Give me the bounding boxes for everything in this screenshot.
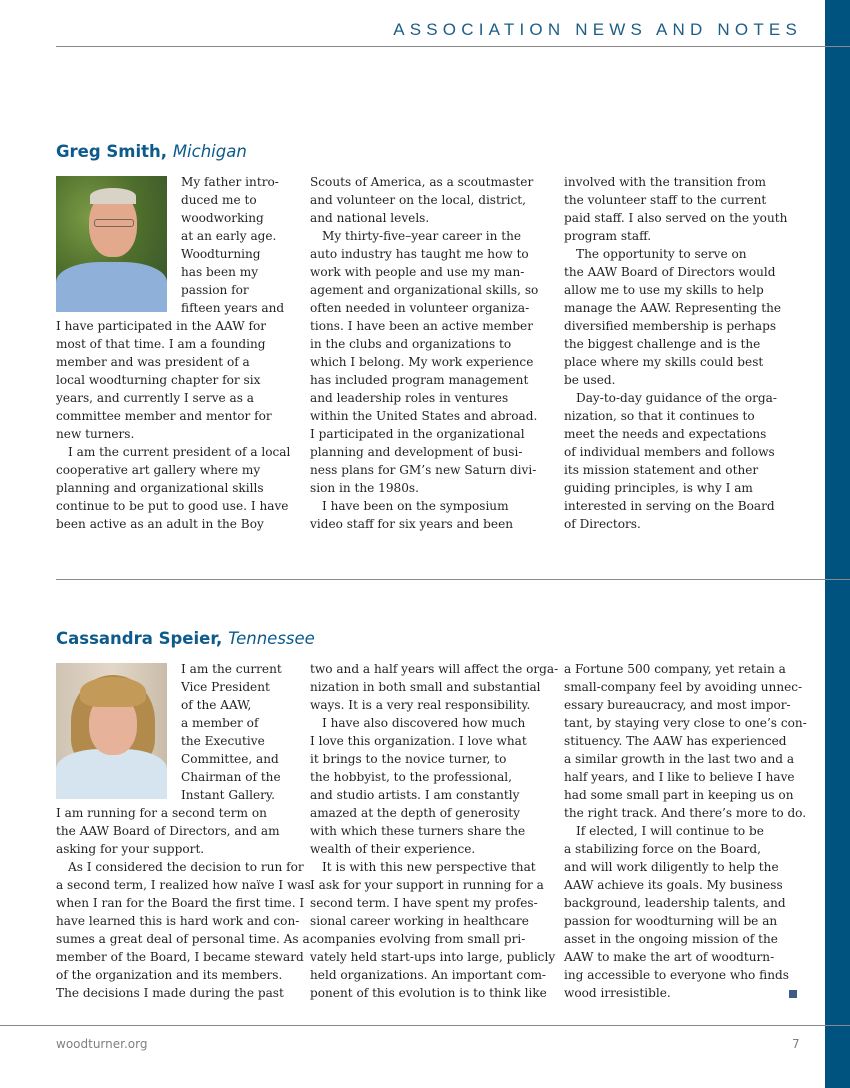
text-line: tant, by staying very close to one’s con-: [564, 716, 807, 730]
candidate-section-cassandra-speier: [56, 627, 807, 1000]
text-line: with which these turners share the: [310, 824, 526, 838]
candidate-name: Greg Smith,: [56, 142, 168, 161]
text-line: work with people and use my man-: [310, 265, 525, 279]
text-line: My father intro-: [181, 175, 279, 189]
text-line: the hobbyist, to the professional,: [310, 770, 513, 784]
text-line: I am running for a second term on: [56, 806, 267, 820]
text-line: second term. I have spent my profes-: [310, 896, 538, 910]
candidate-state: Michigan: [172, 142, 247, 161]
text-line: involved with the transition from: [564, 175, 766, 189]
text-line: local woodturning chapter for six: [56, 373, 261, 387]
text-line: passion for: [181, 283, 249, 297]
text-line: background, leadership talents, and: [564, 896, 786, 910]
text-line: cooperative art gallery where my: [56, 463, 261, 477]
text-line: I have also discovered how much: [322, 716, 526, 730]
text-line: Scouts of America, as a scoutmaster: [310, 175, 534, 189]
text-line: My thirty-five–year career in the: [322, 229, 522, 243]
text-line: manage the AAW. Representing the: [564, 301, 782, 315]
text-column-3: [564, 173, 802, 533]
header-divider: [56, 46, 850, 47]
text-line: sumes a great deal of personal time. As a: [56, 932, 310, 946]
text-line: the Executive: [181, 734, 265, 748]
text-line: Day-to-day guidance of the orga-: [576, 391, 777, 405]
text-line: had some small part in keeping us on: [564, 788, 794, 802]
text-line: video staff for six years and been: [310, 517, 514, 531]
text-line: it brings to the novice turner, to: [310, 752, 507, 766]
text-line: a member of: [181, 716, 259, 730]
text-column-1: [56, 173, 294, 533]
candidate-photo: [56, 176, 167, 312]
text-line: stituency. The AAW has experienced: [564, 734, 787, 748]
text-line: I have been on the symposium: [322, 499, 509, 513]
text-line: Chairman of the: [181, 770, 281, 784]
text-line: within the United States and abroad.: [310, 409, 538, 423]
section-divider: [56, 579, 850, 580]
text-line: The decisions I made during the past: [56, 986, 284, 1000]
text-line: member and was president of a: [56, 355, 250, 369]
text-line: and studio artists. I am constantly: [310, 788, 520, 802]
text-line: ways. It is a very real responsibility.: [310, 698, 531, 712]
text-line: a second term, I realized how naïve I was: [56, 878, 311, 892]
text-line: at an early age.: [181, 229, 277, 243]
candidate-photo: [56, 663, 167, 799]
text-line: If elected, I will continue to be: [576, 824, 764, 838]
text-line: been active as an adult in the Boy: [56, 517, 264, 531]
text-line: program staff.: [564, 229, 652, 243]
text-line: when I ran for the Board the first time. I: [56, 896, 305, 910]
text-column-2: [310, 173, 548, 533]
text-line: I love this organization. I love what: [310, 734, 527, 748]
text-line: two and a half years will affect the orga-: [310, 662, 559, 676]
text-line: ness plans for GM’s new Saturn divi-: [310, 463, 537, 477]
text-line: have learned this is hard work and con-: [56, 914, 300, 928]
text-line: sion in the 1980s.: [310, 481, 419, 495]
section-header-title: ASSOCIATION NEWS AND NOTES: [393, 20, 802, 39]
text-line: Instant Gallery.: [181, 788, 275, 802]
text-line: Woodturning: [181, 247, 261, 261]
text-line: of individual members and follows: [564, 445, 775, 459]
text-line: its mission statement and other: [564, 463, 759, 477]
brand-side-bar: [825, 0, 850, 1088]
candidate-section-greg-smith: [56, 140, 802, 531]
text-line: agement and organizational skills, so: [310, 283, 539, 297]
text-line: small-company feel by avoiding unnec-: [564, 680, 803, 694]
text-line: the AAW Board of Directors would: [564, 265, 776, 279]
text-line: paid staff. I also served on the youth: [564, 211, 788, 225]
text-line: vately held start-ups into large, publicly: [310, 950, 556, 964]
text-line: interested in serving on the Board: [564, 499, 775, 513]
text-line: and national levels.: [310, 211, 430, 225]
candidate-heading: [56, 627, 802, 651]
text-line: the right track. And there’s more to do.: [564, 806, 807, 820]
text-line: guiding principles, is why I am: [564, 481, 753, 495]
text-line: sional career working in healthcare: [310, 914, 529, 928]
text-line: in the clubs and organizations to: [310, 337, 512, 351]
end-of-article-icon: [789, 990, 797, 998]
text-line: Committee, and: [181, 752, 279, 766]
text-line: which I belong. My work experience: [310, 355, 534, 369]
text-line: a stabilizing force on the Board,: [564, 842, 761, 856]
text-line: member of the Board, I became steward: [56, 950, 304, 964]
text-line: I am the current: [181, 662, 282, 676]
candidate-state: Tennessee: [228, 629, 315, 648]
text-line: wood irresistible.: [564, 984, 802, 1002]
text-line: continue to be put to good use. I have: [56, 499, 289, 513]
text-line: amazed at the depth of generosity: [310, 806, 520, 820]
candidate-heading: [56, 140, 802, 164]
text-line: and leadership roles in ventures: [310, 391, 509, 405]
text-line: woodworking: [181, 211, 264, 225]
text-line: held organizations. An important com-: [310, 968, 547, 982]
text-line: be used.: [564, 373, 616, 387]
text-line: Vice President: [181, 680, 270, 694]
text-line: As I considered the decision to run for: [68, 860, 304, 874]
text-line: companies evolving from small pri-: [310, 932, 526, 946]
footer-divider: [0, 1025, 850, 1026]
text-line: passion for woodturning will be an: [564, 914, 778, 928]
text-line: tions. I have been an active member: [310, 319, 533, 333]
text-line: essary bureaucracy, and most impor-: [564, 698, 791, 712]
text-line: and volunteer on the local, district,: [310, 193, 526, 207]
text-column-1: [56, 660, 311, 1002]
text-line: of the organization and its members.: [56, 968, 283, 982]
text-line: nization in both small and substantial: [310, 680, 541, 694]
text-line: place where my skills could best: [564, 355, 764, 369]
text-line: It is with this new perspective that: [322, 860, 536, 874]
text-line: AAW to make the art of woodturn-: [564, 950, 775, 964]
text-line: asset in the ongoing mission of the: [564, 932, 778, 946]
candidate-name: Cassandra Speier,: [56, 629, 223, 648]
text-line: I ask for your support in running for a: [310, 878, 544, 892]
text-line: the biggest challenge and is the: [564, 337, 761, 351]
footer-website-link[interactable]: woodturner.org: [56, 1037, 148, 1051]
text-line: fifteen years and: [181, 301, 285, 315]
text-line: ing accessible to everyone who finds: [564, 968, 789, 982]
text-line: a Fortune 500 company, yet retain a: [564, 662, 786, 676]
text-line: asking for your support.: [56, 842, 205, 856]
text-line: diversified membership is perhaps: [564, 319, 777, 333]
text-line: and will work diligently to help the: [564, 860, 779, 874]
text-line: AAW achieve its goals. My business: [564, 878, 783, 892]
text-line: has included program management: [310, 373, 529, 387]
text-line: the AAW Board of Directors, and am: [56, 824, 280, 838]
text-line: I am the current president of a local: [68, 445, 291, 459]
text-line: I participated in the organizational: [310, 427, 525, 441]
text-line: new turners.: [56, 427, 135, 441]
text-line: allow me to use my skills to help: [564, 283, 764, 297]
text-line: ponent of this evolution is to think like: [310, 986, 547, 1000]
text-line: often needed in volunteer organiza-: [310, 301, 530, 315]
text-line: wealth of their experience.: [310, 842, 476, 856]
text-line: I have participated in the AAW for: [56, 319, 267, 333]
text-line: meet the needs and expectations: [564, 427, 767, 441]
text-line: planning and organizational skills: [56, 481, 264, 495]
text-line: nization, so that it continues to: [564, 409, 755, 423]
text-line: years, and currently I serve as a: [56, 391, 255, 405]
text-line: The opportunity to serve on: [576, 247, 747, 261]
text-line: of the AAW,: [181, 698, 252, 712]
text-line: most of that time. I am a founding: [56, 337, 266, 351]
text-line: committee member and mentor for: [56, 409, 272, 423]
text-line: has been my: [181, 265, 259, 279]
text-line: of Directors.: [564, 517, 641, 531]
text-line: planning and development of busi-: [310, 445, 523, 459]
text-column-2: [310, 660, 559, 1002]
page-number: 7: [792, 1037, 800, 1051]
text-line: a similar growth in the last two and a: [564, 752, 795, 766]
text-column-3: [564, 660, 807, 1002]
text-line: auto industry has taught me how to: [310, 247, 529, 261]
text-line: the volunteer staff to the current: [564, 193, 767, 207]
text-line: duced me to: [181, 193, 257, 207]
text-line: half years, and I like to believe I have: [564, 770, 795, 784]
